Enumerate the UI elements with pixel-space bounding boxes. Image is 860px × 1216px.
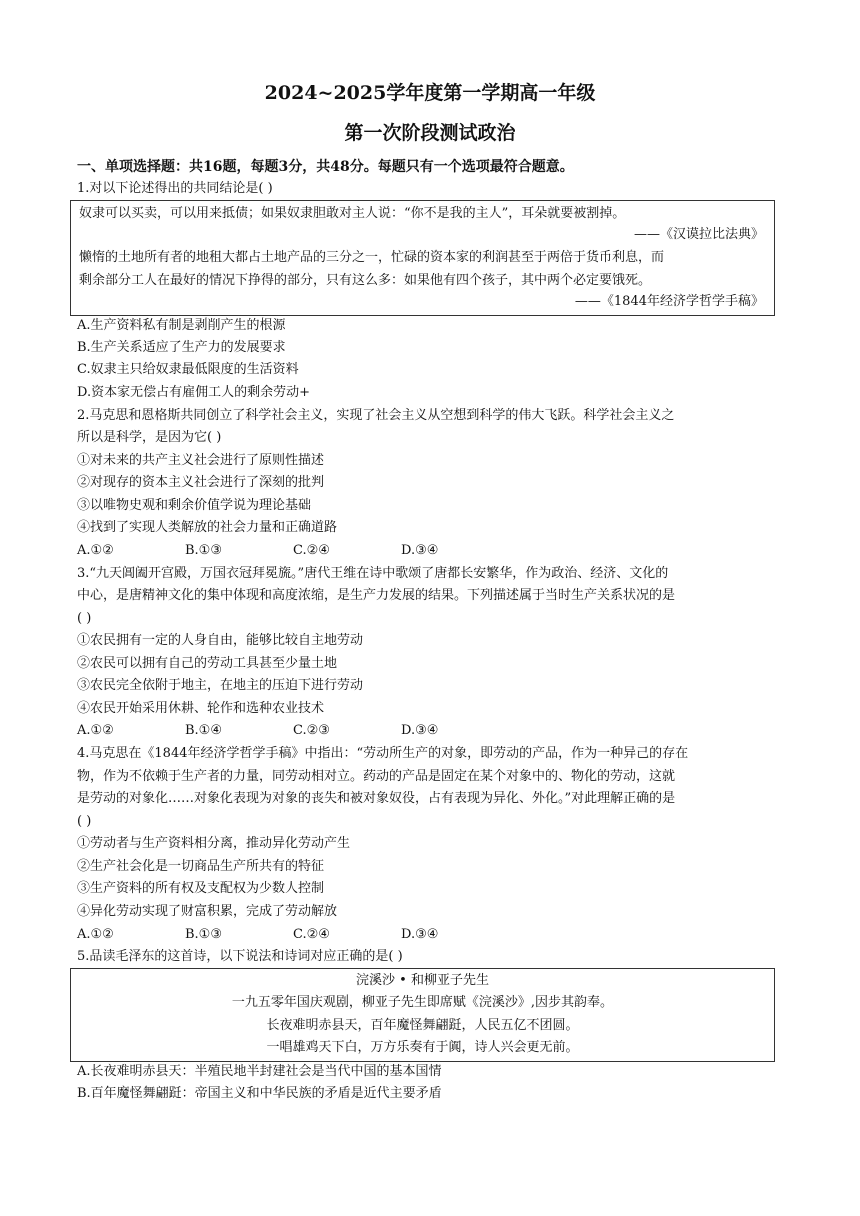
q3-option-d: D.③④ [401,723,439,738]
q3-item: ②农民可以拥有自己的劳动工具甚至少量土地 [77,656,338,671]
q3-option-b: B.①④ [185,723,222,738]
q1-quote-line: 懒惰的土地所有者的地租大都占土地产品的三分之一，忙碌的资本家的利润甚至于两倍于货币利息，而 [79,250,665,265]
q1-stem: 1.对以下论述得出的共同结论是( ) [77,181,273,196]
q3-stem: 3.“九天阊阖开宫殿，万国衣冠拜冕旒。”唐代王维在诗中歌颂了唐都长安繁华，作为政治、经济、文化的 [77,566,669,581]
q1-quote-source: ——《汉谟拉比法典》 [633,227,764,242]
section-heading: 一、单项选择题：共16题，每题3分，共48分。每题只有一个选项最符合题意。 [77,159,574,175]
q1-quote-box [70,200,775,316]
q5-option-b: B.百年魔怪舞翩跹：帝国主义和中华民族的矛盾是近代主要矛盾 [77,1086,442,1101]
q5-stem: 5.品读毛泽东的这首诗，以下说法和诗词对应正确的是( ) [77,949,403,964]
q5-poem-box [70,968,775,1062]
q2-options [77,541,509,561]
q3-item: ③农民完全依附于地主，在地主的压迫下进行劳动 [77,678,364,693]
q4-stem: 4.马克思在《1844年经济学哲学手稿》中指出：“劳动所生产的对象，即劳动的产品，作为一种异己的存在 [77,746,689,761]
q4-item: ③生产资料的所有权及支配权为少数人控制 [77,881,325,896]
q2-item: ①对未来的共产主义社会进行了原则性描述 [77,453,325,468]
q1-quote-line: 剩余部分工人在最好的情况下挣得的部分，只有这么多：如果他有四个孩子，其中两个必定要饿死。 [79,273,652,288]
q5-option-a: A.长夜难明赤县天：半殖民地半封建社会是当代中国的基本国情 [77,1064,442,1079]
page-subtitle: 第一次阶段测试政治 [344,122,516,144]
q4-item: ①劳动者与生产资料相分离，推动异化劳动产生 [77,836,351,851]
q4-option-c: C.②④ [293,927,330,942]
q1-option-a: A.生产资料私有制是剥削产生的根源 [77,318,286,333]
q1-quote-line: 奴隶可以买卖，可以用来抵债；如果奴隶胆敢对主人说：“你不是我的主人”，耳朵就要被割掉。 [79,206,626,221]
q1-quote-source: ——《1844年经济学哲学手稿》 [574,294,764,309]
q3-item: ①农民拥有一定的人身自由，能够比较自主地劳动 [77,633,364,648]
q4-stem: 是劳动的对象化……对象化表现为对象的丧失和被对象奴役，占有表现为异化、外化。”对此理解正确的是 [77,791,676,806]
q2-item: ②对现存的资本主义社会进行了深刻的批判 [77,475,325,490]
q3-option-c: C.②③ [293,723,330,738]
q5-poem-title: 浣溪沙 • 和柳亚子先生 [356,973,489,988]
q2-item: ③以唯物史观和剩余价值学说为理论基础 [77,498,312,513]
q2-option-b: B.①③ [185,543,222,558]
q3-stem: 中心，是唐精神文化的集中体现和高度浓缩，是生产力发展的结果。下列描述属于当时生产关系状况的是 [77,588,676,603]
q4-option-b: B.①③ [185,927,222,942]
q4-option-d: D.③④ [401,927,439,942]
q4-option-a: A.①② [77,927,114,942]
q2-stem: 2.马克思和恩格斯共同创立了科学社会主义，实现了社会主义从空想到科学的伟大飞跃。科学社会主义之 [77,408,675,423]
q2-item: ④找到了实现人类解放的社会力量和正确道路 [77,520,338,535]
q3-item: ④农民开始采用休耕、轮作和选种农业技术 [77,701,325,716]
q3-stem: ( ) [77,611,92,626]
q4-item: ④异化劳动实现了财富积累，完成了劳动解放 [77,904,338,919]
q5-poem-line: 一九五零年国庆观剧，柳亚子先生即席赋《浣溪沙》,因步其韵奉。 [231,995,614,1010]
q3-option-a: A.①② [77,723,114,738]
q2-option-a: A.①② [77,543,114,558]
q2-option-d: D.③④ [401,543,439,558]
q1-option-d: D.资本家无偿占有雇佣工人的剩余劳动+ [77,385,310,400]
q4-stem: 物，作为不依赖于生产者的力量，同劳动相对立。药动的产品是固定在某个对象中的、物化的劳动，这就 [77,769,676,784]
page-title: 2024~2025学年度第一学期高一年级 [264,82,596,104]
q5-poem-line: 一唱雄鸡天下白，万方乐奏有于阗，诗人兴会更无前。 [266,1040,579,1055]
q1-option-b: B.生产关系适应了生产力的发展要求 [77,340,286,355]
q4-stem: ( ) [77,814,92,829]
q2-stem: 所以是科学，是因为它( ) [77,430,222,445]
q5-poem-line: 长夜难明赤县天，百年魔怪舞翩跹，人民五亿不团圆。 [266,1018,579,1033]
q4-item: ②生产社会化是一切商品生产所共有的特征 [77,859,325,874]
q1-option-c: C.奴隶主只给奴隶最低限度的生活资料 [77,362,299,377]
q4-options [77,925,509,945]
q2-option-c: C.②④ [293,543,330,558]
q3-options [77,721,509,741]
